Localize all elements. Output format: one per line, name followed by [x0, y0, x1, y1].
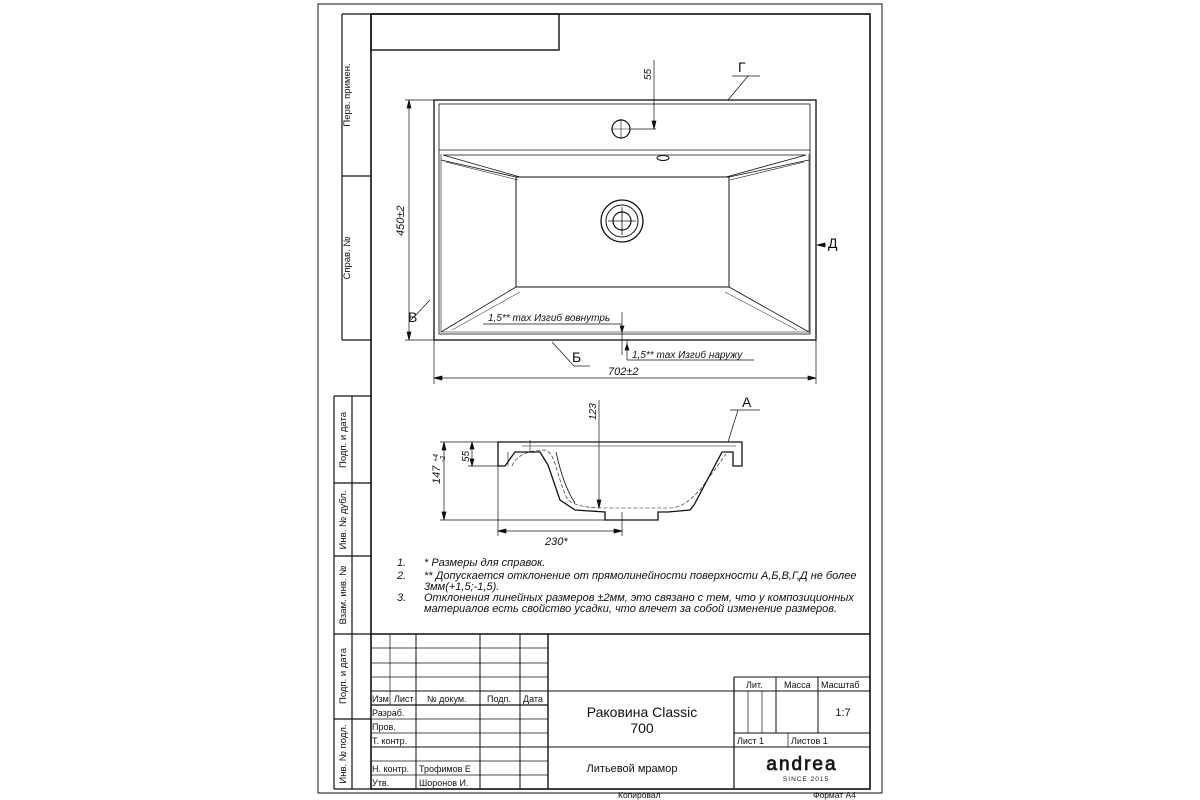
dimension-width: 702±2: [608, 366, 639, 378]
surface-label-d: Д: [828, 235, 838, 251]
name-utv: Шоронов И.: [419, 778, 469, 788]
row-t-kontr: Т. контр.: [372, 736, 408, 746]
product-size: 700: [630, 720, 654, 736]
sheet-frame: [318, 4, 882, 793]
dimension-123: 123: [588, 403, 599, 420]
name-n-kontr: Трофимов Е: [419, 764, 471, 774]
section-view: [498, 440, 742, 520]
scale-value: 1:7: [835, 707, 851, 719]
notes: [396, 557, 856, 615]
brand-logo-text: andrea: [766, 754, 838, 775]
format-label: Формат А4: [813, 790, 856, 800]
dimension-147: 147: [431, 465, 443, 484]
sheets-total: Листов 1: [791, 736, 828, 746]
surface-label-b: Б: [572, 349, 582, 365]
header-list: Лист: [394, 694, 414, 704]
note-3-line-1: Отклонения линейных размеров ±2мм, это связано с тем, что у композиционных: [424, 592, 854, 604]
dimension-147-tolerance: +4-2: [433, 454, 447, 462]
row-n-kontr: Н. контр.: [372, 764, 410, 774]
note-1-number: 1.: [397, 557, 407, 569]
header-podp: Подп.: [487, 694, 511, 704]
row-utv: Утв.: [372, 778, 390, 788]
section-view-labels: [431, 394, 752, 548]
side-label-podp-data-2: Подп. и дата: [338, 648, 349, 704]
title-block-text: [372, 680, 860, 800]
note-2-line-2: 3мм(+1,5;-1,5).: [424, 581, 500, 593]
sheet-number: Лист 1: [737, 736, 765, 746]
section-view-dimensions: [440, 400, 760, 536]
row-prov: Пров.: [372, 722, 396, 732]
note-3-number: 3.: [397, 592, 407, 604]
brand-logo-since: SINCE 2015: [782, 776, 830, 783]
side-label-vzam-inv: Взам. инв. №: [338, 565, 349, 625]
side-label-sprav-no: Справ. №: [342, 236, 353, 280]
side-label-podp-data-1: Подп. и дата: [338, 412, 349, 468]
note-2-number: 2.: [397, 570, 407, 582]
header-lit: Лит.: [746, 680, 763, 690]
side-label-inv-podl: Инв. № подл.: [338, 724, 349, 784]
dimension-230: 230*: [545, 536, 568, 548]
note-bend-outward: 1,5** max Изгиб наружу: [632, 350, 743, 361]
note-1-line-1: * Размеры для справок.: [424, 557, 546, 569]
header-massa: Масса: [784, 680, 811, 690]
dimension-height: 450±2: [395, 205, 407, 236]
surface-label-a: А: [742, 394, 752, 410]
surface-label-g: Г: [738, 59, 746, 75]
side-labels: [338, 63, 353, 783]
dimension-55-section: 55: [461, 450, 472, 462]
side-label-inv-dubl: Инв. № дубл.: [338, 490, 349, 550]
header-izm: Изм: [372, 694, 389, 704]
kopiroval-label: Копировал: [618, 790, 661, 800]
header-masshtab: Масштаб: [821, 680, 860, 690]
note-3-line-2: материалов есть свойство усадки, что влечет за собой изменение размеров.: [424, 603, 838, 615]
note-bend-inward: 1,5** max Изгиб вовнутрь: [488, 313, 611, 324]
row-razrab: Разраб.: [372, 708, 405, 718]
surface-label-v: В: [408, 309, 418, 325]
note-2-line-1: ** Допускается отклонение от прямолинейности поверхности А,Б,В,Г,Д не более: [424, 570, 857, 582]
plan-view-dimensions: [405, 60, 826, 384]
plan-view: [434, 100, 816, 340]
header-no-dokum: № докум.: [427, 694, 467, 704]
plan-view-labels: [395, 59, 838, 378]
material-name: Литьевой мрамор: [586, 763, 678, 775]
dimension-55-plan: 55: [643, 68, 654, 80]
header-data: Дата: [523, 694, 543, 704]
side-label-perv-primen: Перв. примен.: [342, 63, 353, 127]
product-name: Раковина Classic: [586, 704, 698, 720]
